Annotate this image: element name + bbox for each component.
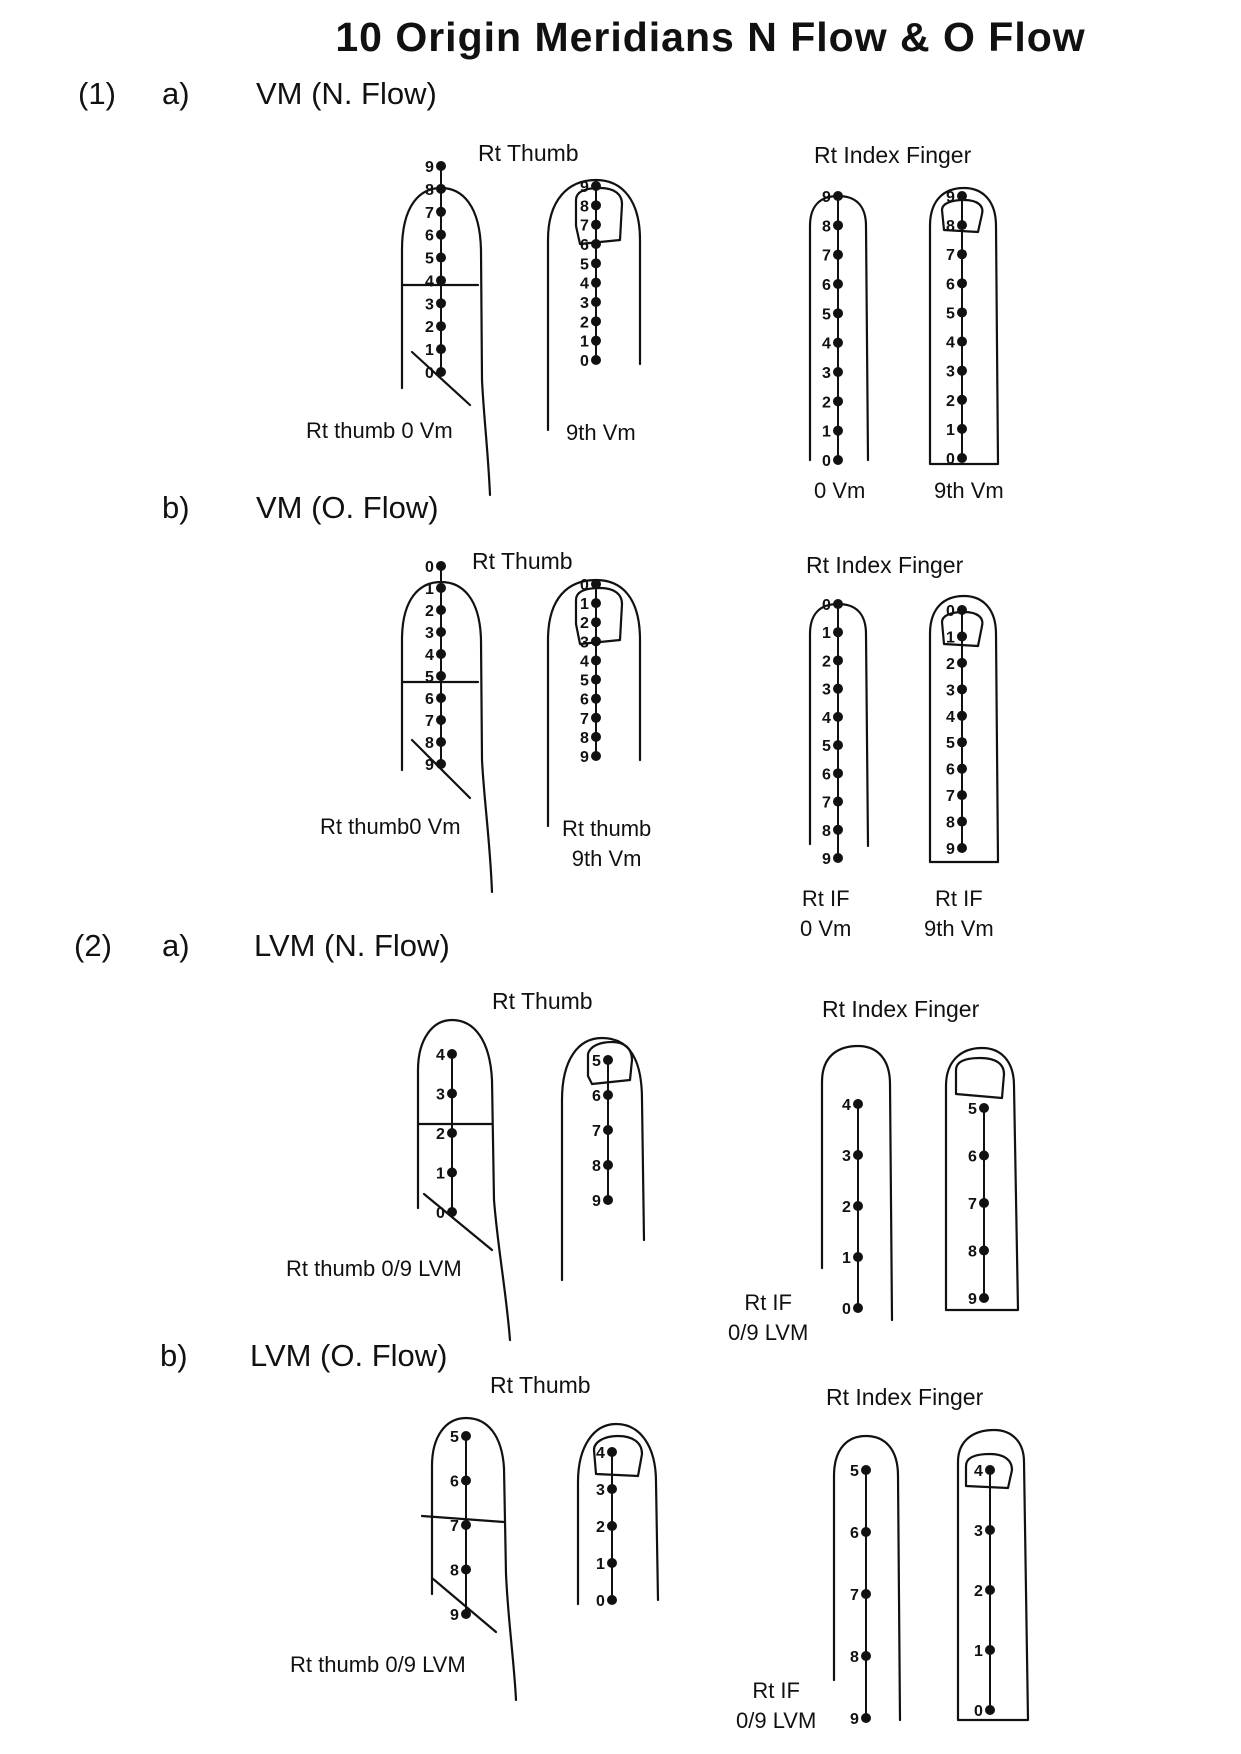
meridian-point: [461, 1431, 471, 1441]
meridian-point: [461, 1565, 471, 1575]
meridian-point: [957, 737, 967, 747]
meridian-point: [957, 249, 967, 259]
meridian-point: [591, 181, 601, 191]
meridian-point: [436, 344, 446, 354]
meridian-point-label: 3: [842, 1148, 851, 1165]
meridian-point: [985, 1525, 995, 1535]
meridian-point-label: 0: [425, 559, 434, 576]
meridian-point-label: 5: [592, 1053, 601, 1070]
meridian-point-label: 4: [974, 1463, 983, 1480]
meridian-point-label: 6: [425, 227, 434, 245]
meridian-point: [957, 711, 967, 721]
meridian-point: [957, 605, 967, 615]
meridian-point-label: 6: [822, 766, 831, 784]
meridian-point-label: 8: [850, 1649, 859, 1666]
meridian-point: [591, 239, 601, 249]
meridian-point: [447, 1128, 457, 1138]
meridian-point: [833, 797, 843, 807]
caption: Rt thumb 0/9 LVM: [286, 1256, 462, 1281]
meridian-point-label: 8: [968, 1243, 977, 1261]
meridian-point-label: 7: [580, 710, 589, 728]
meridian-point-label: 5: [946, 735, 955, 753]
meridian-point: [861, 1651, 871, 1661]
meridian-point: [436, 605, 446, 615]
meridian-point: [436, 321, 446, 331]
meridian-point: [436, 715, 446, 725]
caption: 0 Vm: [814, 478, 866, 503]
meridian-point-label: 7: [580, 217, 589, 235]
part-heading: LVM (N. Flow): [254, 928, 450, 963]
thumb-base-line: [432, 1578, 496, 1632]
meridian-point-label: 5: [822, 306, 831, 324]
meridian-point: [833, 191, 843, 201]
meridian-point: [461, 1520, 471, 1530]
meridian-point: [957, 307, 967, 317]
meridian-point: [447, 1089, 457, 1099]
meridian-point: [591, 751, 601, 761]
meridian-point: [985, 1705, 995, 1715]
meridian-point-label: 1: [425, 342, 434, 360]
meridian-point-label: 5: [425, 250, 434, 268]
meridian-point: [436, 561, 446, 571]
meridian-point-label: 2: [580, 314, 589, 332]
meridian-point-label: 3: [822, 681, 831, 699]
meridian-point: [436, 759, 446, 769]
meridian-point-label: 7: [425, 713, 434, 730]
meridian-point: [591, 732, 601, 742]
meridian-point: [853, 1150, 863, 1160]
caption: Rt IF 0/9 LVM: [728, 1290, 809, 1345]
meridian-point-label: 5: [946, 305, 955, 323]
meridian-point-label: 7: [850, 1587, 859, 1604]
meridian-point-label: 1: [946, 421, 955, 439]
thumb-outline: [402, 188, 490, 495]
meridian-point: [591, 636, 601, 646]
meridian-point: [591, 617, 601, 627]
meridian-point-label: 2: [822, 653, 831, 671]
meridian-point: [447, 1049, 457, 1059]
meridian-point: [985, 1465, 995, 1475]
meridian-point: [957, 684, 967, 694]
meridian-point: [591, 598, 601, 608]
meridian-point-label: 7: [425, 204, 434, 222]
meridian-point-label: 1: [842, 1250, 851, 1267]
meridian-point-label: 8: [946, 814, 955, 832]
meridian-point: [436, 298, 446, 308]
meridian-point-label: 5: [968, 1101, 977, 1118]
meridian-point-label: 0: [425, 365, 434, 382]
meridian-point: [461, 1476, 471, 1486]
meridian-point: [833, 367, 843, 377]
meridian-point: [833, 853, 843, 863]
meridian-point-label: 3: [946, 682, 955, 700]
caption: 9th Vm: [566, 420, 636, 445]
meridian-point: [853, 1201, 863, 1211]
meridian-point: [957, 790, 967, 800]
meridian-point-label: 8: [822, 218, 831, 236]
meridian-point: [957, 220, 967, 230]
meridian-point-label: 3: [596, 1482, 605, 1499]
meridian-point-label: 5: [425, 669, 434, 686]
meridian-point: [591, 200, 601, 210]
meridian-point: [979, 1293, 989, 1303]
meridian-point: [607, 1484, 617, 1494]
meridian-point-label: 3: [822, 365, 831, 382]
meridian-point-label: 3: [580, 295, 589, 312]
meridian-point: [607, 1447, 617, 1457]
meridian-point: [603, 1090, 613, 1100]
meridian-point-label: 8: [592, 1158, 601, 1175]
meridian-point: [833, 455, 843, 465]
meridian-point: [853, 1303, 863, 1313]
meridian-point: [436, 253, 446, 263]
meridian-point-label: 5: [850, 1463, 859, 1480]
meridian-point: [979, 1246, 989, 1256]
meridian-point-label: 4: [822, 335, 831, 353]
meridian-point-label: 1: [425, 581, 434, 598]
meridian-point-label: 7: [968, 1196, 977, 1213]
meridian-point: [607, 1521, 617, 1531]
meridian-point: [979, 1103, 989, 1113]
meridian-point-label: 9: [946, 189, 955, 206]
meridian-point-label: 0: [580, 577, 589, 594]
meridian-point: [985, 1645, 995, 1655]
meridian-point-label: 7: [592, 1123, 601, 1140]
meridian-point: [957, 337, 967, 347]
meridian-point-label: 0: [974, 1703, 983, 1720]
meridian-point-label: 3: [436, 1086, 445, 1104]
meridian-point: [591, 694, 601, 704]
thumb-outline: [432, 1418, 516, 1700]
nail-outline: [956, 1058, 1004, 1098]
meridian-point-label: 0: [580, 353, 589, 370]
meridian-point-label: 8: [425, 735, 434, 752]
meridian-point-label: 3: [946, 363, 955, 381]
meridian-point-label: 5: [822, 738, 831, 756]
meridian-point-label: 8: [822, 822, 831, 840]
meridian-point: [436, 207, 446, 217]
meridian-point: [591, 297, 601, 307]
part-letter: a): [162, 928, 190, 963]
thumb-title: Rt Thumb: [472, 548, 573, 574]
meridian-point-label: 0: [436, 1205, 445, 1222]
caption: Rt IF 0/9 LVM: [736, 1678, 817, 1733]
meridian-point-label: 1: [822, 625, 831, 643]
meridian-point-label: 2: [974, 1583, 983, 1600]
thumbnail-outline: [576, 188, 622, 244]
meridian-point: [436, 275, 446, 285]
part-letter: b): [162, 490, 190, 525]
meridian-point-label: 5: [580, 256, 589, 274]
part-heading: LVM (O. Flow): [250, 1338, 448, 1373]
meridian-point-label: 9: [946, 841, 955, 858]
meridian-point-label: 0: [946, 451, 955, 468]
meridian-point: [591, 675, 601, 685]
meridian-point-label: 2: [425, 603, 434, 620]
meridian-point: [447, 1207, 457, 1217]
meridian-point-label: 4: [580, 275, 589, 293]
meridian-point-label: 6: [968, 1148, 977, 1166]
meridian-point: [861, 1527, 871, 1537]
meridian-point: [833, 426, 843, 436]
meridian-point-label: 6: [425, 691, 434, 708]
thumb-title: Rt Thumb: [492, 988, 593, 1014]
meridian-point-label: 2: [436, 1126, 445, 1143]
meridian-point-label: 0: [596, 1593, 605, 1610]
meridian-point-label: 2: [580, 615, 589, 633]
meridian-point: [436, 737, 446, 747]
thumb-outline: [562, 1038, 644, 1280]
meridian-point: [833, 396, 843, 406]
meridian-point-label: 4: [946, 708, 955, 726]
meridian-point: [833, 338, 843, 348]
page-title: 10 Origin Meridians N Flow & O Flow: [335, 14, 1086, 60]
meridian-point: [957, 278, 967, 288]
meridian-point: [833, 220, 843, 230]
meridian-point: [591, 713, 601, 723]
meridian-point-label: 6: [946, 276, 955, 294]
meridian-point-label: 2: [822, 394, 831, 412]
meridian-point: [436, 671, 446, 681]
meridian-point: [436, 184, 446, 194]
meridian-point: [591, 579, 601, 589]
part-heading: VM (O. Flow): [256, 490, 439, 525]
meridian-point: [436, 367, 446, 377]
meridian-point: [591, 278, 601, 288]
meridian-point: [833, 740, 843, 750]
meridian-point-label: 8: [425, 181, 434, 199]
caption: Rt thumb 0 Vm: [306, 418, 453, 443]
meridian-point-label: 6: [580, 691, 589, 709]
meridian-point: [591, 355, 601, 365]
meridian-point-label: 2: [842, 1199, 851, 1216]
meridian-point: [853, 1099, 863, 1109]
meridian-point-label: 5: [580, 672, 589, 690]
meridian-point: [861, 1589, 871, 1599]
meridian-point-label: 7: [946, 788, 955, 806]
meridian-point: [957, 453, 967, 463]
meridian-point-label: 7: [822, 247, 831, 265]
index-title: Rt Index Finger: [826, 1384, 984, 1410]
meridian-point-label: 1: [580, 333, 589, 351]
meridian-point-label: 9: [580, 179, 589, 196]
caption: Rt IF 9th Vm: [924, 886, 994, 941]
meridian-point-label: 4: [425, 647, 434, 664]
meridian-point: [957, 424, 967, 434]
section-number: (1): [78, 76, 116, 111]
meridian-point-label: 4: [580, 653, 589, 671]
meridian-point: [591, 336, 601, 346]
meridian-point: [833, 712, 843, 722]
meridian-point-label: 4: [822, 709, 831, 727]
meridian-point-label: 6: [946, 761, 955, 779]
meridian-point-label: 9: [968, 1291, 977, 1308]
meridian-point-label: 0: [822, 597, 831, 614]
meridian-point-label: 0: [946, 603, 955, 620]
meridian-point-label: 0: [822, 453, 831, 470]
meridian-point: [979, 1151, 989, 1161]
meridian-point-label: 2: [425, 319, 434, 337]
meridian-point-label: 1: [946, 629, 955, 647]
meridian-point: [436, 583, 446, 593]
meridian-point-label: 9: [425, 159, 434, 176]
meridian-point-label: 2: [596, 1519, 605, 1536]
meridian-point-label: 9: [425, 757, 434, 774]
index-title: Rt Index Finger: [806, 552, 964, 578]
meridian-point: [436, 161, 446, 171]
caption: Rt thumb 9th Vm: [562, 816, 652, 871]
meridian-point: [833, 279, 843, 289]
meridian-point-label: 9: [592, 1193, 601, 1210]
meridian-point-label: 1: [974, 1643, 983, 1660]
meridian-point: [957, 191, 967, 201]
thumb-outline: [578, 1424, 658, 1604]
meridian-point: [607, 1595, 617, 1605]
index-title: Rt Index Finger: [822, 996, 980, 1022]
meridian-point-label: 9: [580, 749, 589, 766]
meridian-point-label: 5: [450, 1429, 459, 1446]
meridian-point: [985, 1585, 995, 1595]
thumb-title: Rt Thumb: [478, 140, 579, 166]
meridian-point-label: 1: [822, 423, 831, 441]
meridian-point: [957, 658, 967, 668]
meridian-point-label: 3: [974, 1523, 983, 1540]
part-heading: VM (N. Flow): [256, 76, 437, 111]
meridian-point-label: 7: [450, 1518, 459, 1535]
thumb-base-line: [424, 1194, 492, 1250]
meridian-point-label: 4: [842, 1097, 851, 1114]
meridian-point: [603, 1125, 613, 1135]
meridian-point: [957, 366, 967, 376]
meridian-point: [436, 693, 446, 703]
meridian-point-label: 1: [596, 1556, 605, 1573]
meridian-point: [957, 395, 967, 405]
meridian-point: [833, 684, 843, 694]
meridian-point: [461, 1609, 471, 1619]
meridian-point-label: 4: [596, 1445, 605, 1462]
meridian-point: [833, 825, 843, 835]
meridian-point: [603, 1055, 613, 1065]
meridian-point: [979, 1198, 989, 1208]
meridian-point: [603, 1195, 613, 1205]
meridian-point: [607, 1558, 617, 1568]
meridian-point: [957, 817, 967, 827]
caption: Rt thumb0 Vm: [320, 814, 461, 839]
meridian-point-label: 3: [425, 296, 434, 314]
part-letter: a): [162, 76, 190, 111]
meridian-point-label: 4: [425, 273, 434, 291]
meridian-point-label: 6: [450, 1473, 459, 1491]
meridian-point: [861, 1713, 871, 1723]
meridian-point: [436, 230, 446, 240]
section-number: (2): [74, 928, 112, 963]
meridian-point-label: 7: [946, 247, 955, 265]
meridian-point: [833, 655, 843, 665]
meridian-point: [957, 843, 967, 853]
meridian-point-label: 8: [580, 198, 589, 216]
meridian-point: [833, 308, 843, 318]
meridian-point-label: 1: [436, 1165, 445, 1183]
meridian-point-label: 8: [450, 1562, 459, 1580]
meridian-point: [833, 768, 843, 778]
meridian-point-label: 9: [450, 1607, 459, 1624]
meridian-point-label: 0: [842, 1301, 851, 1318]
meridian-point-label: 8: [580, 729, 589, 747]
meridian-point-label: 2: [946, 392, 955, 410]
meridian-point-label: 1: [580, 596, 589, 614]
caption: Rt IF 0 Vm: [800, 886, 852, 941]
thumb-outline: [418, 1020, 510, 1340]
meridian-point-label: 7: [822, 794, 831, 812]
meridian-point: [591, 316, 601, 326]
caption: Rt thumb 0/9 LVM: [290, 1652, 466, 1677]
meridian-point: [591, 220, 601, 230]
meridian-point: [436, 627, 446, 637]
meridian-point: [833, 599, 843, 609]
meridian-point-label: 3: [580, 634, 589, 652]
meridian-point: [861, 1465, 871, 1475]
meridian-point: [591, 655, 601, 665]
meridian-point: [957, 631, 967, 641]
meridian-point-label: 6: [592, 1088, 601, 1105]
meridian-point: [591, 258, 601, 268]
caption: 9th Vm: [934, 478, 1004, 503]
meridian-point: [833, 250, 843, 260]
meridian-point-label: 9: [822, 851, 831, 868]
meridian-point: [853, 1252, 863, 1262]
meridian-point-label: 4: [436, 1047, 445, 1064]
thumb-outline: [402, 582, 492, 892]
meridian-point-label: 8: [946, 218, 955, 236]
meridian-point-label: 2: [946, 655, 955, 673]
meridian-point-label: 6: [850, 1525, 859, 1542]
meridian-point: [603, 1160, 613, 1170]
meridian-point: [957, 764, 967, 774]
meridian-point: [436, 649, 446, 659]
meridian-point-label: 6: [822, 277, 831, 294]
meridian-point-label: 9: [822, 189, 831, 206]
meridian-point: [833, 627, 843, 637]
meridian-point-label: 6: [580, 237, 589, 254]
meridian-point-label: 9: [850, 1711, 859, 1728]
thumb-title: Rt Thumb: [490, 1372, 591, 1398]
part-letter: b): [160, 1338, 188, 1373]
index-title: Rt Index Finger: [814, 142, 972, 168]
meridian-point-label: 4: [946, 334, 955, 352]
meridian-point: [447, 1168, 457, 1178]
meridian-point-label: 3: [425, 625, 434, 642]
